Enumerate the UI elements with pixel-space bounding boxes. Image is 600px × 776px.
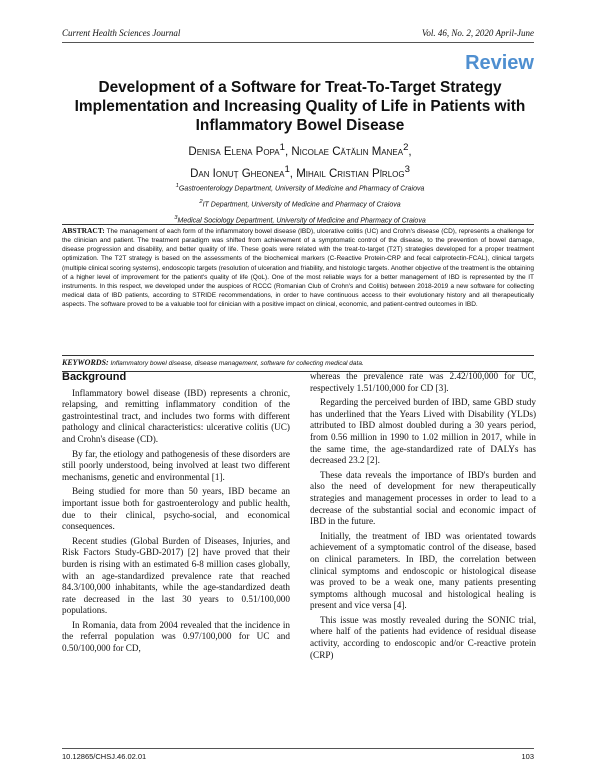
- article-title: Development of a Software for Treat-To-Target Strategy Implementation and Increasing Quality of Life in Patients with Inflammatory Bowel Disease: [74, 79, 526, 134]
- footer-divider: [62, 748, 534, 749]
- paragraph: whereas the prevalence rate was 2.42/100,000 for UC, respectively 1.51/100,000 for CD [3].: [310, 371, 536, 393]
- affiliations: [80, 180, 520, 227]
- paragraph: Recent studies (Global Burden of Diseases, Injuries, and Risk Factors Study-GBD-2017) [2] have proved that their burden is rising with an estimated 6-8 million cases globally, with an age-standardized prevalence rate that reached 84.3/100,000 inhabitants, while the age-standardized death rate decreased in the last 30 years to 0.51/100,000 populations.: [62, 535, 290, 616]
- doi: 10.12865/CHSJ.46.02.01: [62, 752, 147, 761]
- keywords: [62, 355, 534, 372]
- keywords-label: KEYWORDS:: [62, 358, 109, 367]
- author-name: Mihail Cristian Pîrlog: [296, 167, 405, 180]
- author-name: Dan Ionuț Gheonea: [190, 167, 285, 180]
- body-column-right: [310, 371, 536, 664]
- author-list: Denisa Elena Popa$^1$, Nicolae Cătălin Manea$^2$, Dan Ionuț Gheonea$^1$, Mihail Cristian Pîrlog$^3$: [188, 142, 412, 180]
- journal-name: Current Health Sciences Journal: [62, 28, 181, 38]
- affiliation: $^2$IT Department, University of Medicine and Pharmacy of Craiova: [199, 198, 401, 209]
- paragraph: Initially, the treatment of IBD was orientated towards achievement of a symptomatic control of the disease, based on clinical parameters. In IBD, the correlation between clinical symptoms and endoscopic or histological disease was proved to be a weak one, many patients presenting symptoms although mucosal and histological healing is present and vice versa [4].: [310, 530, 536, 611]
- abstract: [62, 224, 534, 309]
- abstract-text: The management of each form of the inflammatory bowel disease (IBD), ulcerative colitis (UC) and Crohn's disease (CD), represents a challenge for the clinician and patient. The treatment paradigm was shifted from achievement of a symptomatic control of the disease, to the prevention of bowel damage, disease progression and disability, and better quality of life. These goals were related with the treat-to-target (T2T) strategies developed for a proper treatment optimization. The T2T strategy is based on the assessments of the biochemical markers (C-Reactive Protein-CRP and fecal calprotectin-FCAL), clinical targets (multiple clinical scoring systems), endoscopic targets (resolution of ulceration and friability, and histologic targets. Another objective of the treatment is the obtaining of a higher level of improvement for the patient's quality of life (QoL). One of the most reliable ways for a better management of IBD is represented by the IT instruments. In this respect, we developed under the auspices of RCCC (Romanian Club of Crohn's and Colitis) between 2018-2019 a new software for collecting medical data of IBD patients, according to STRIDE recommendations, in order to have continuous access to their evolutionary history and all therapeutically aspects. The software proved to be a valuable tool for clinician with a positive impact on clinical, economic, and patient-centred outcomes in IBD.: [62, 228, 534, 309]
- page-number: 103: [521, 752, 534, 761]
- affiliation: $^3$Medical Sociology Department, University of Medicine and Pharmacy of Craiova: [174, 214, 426, 224]
- section-label: Review: [465, 52, 534, 74]
- keywords-text: Inflammatory bowel disease, disease management, software for collecting medical data.: [110, 360, 364, 367]
- author-name: Nicolae Cătălin Manea: [291, 145, 404, 158]
- affiliation: $^1$Gastroenterology Department, University of Medicine and Pharmacy of Craiova: [175, 183, 425, 193]
- section-heading: Background: [62, 371, 127, 383]
- author-affiliation-mark: 2: [403, 142, 409, 153]
- paragraph: Inflammatory bowel disease (IBD) represents a chronic, relapsing, and remitting inflammatory condition of the gastrointestinal tract, and includes two forms with different pathology and clinical characteristics: ulcerative colitis (UC) and Crohn's disease (CD).: [62, 387, 290, 444]
- paragraph: These data reveals the importance of IBD's burden and also the need of development for new therapeutically strategies and management processes in order to lead to a decrease of the substantial social and economic impact of IBD in the future.: [310, 469, 536, 527]
- abstract-label: ABSTRACT:: [62, 226, 105, 235]
- paragraph: This issue was mostly revealed during the SONIC trial, where half of the patients had evidence of residual disease activity, according to endoscopic and/or C-reactive protein (CRP): [310, 614, 536, 660]
- paragraph: Being studied for more than 50 years, IBD became an important issue both for gastroenterology and public health, due to their clinical, psycho-social, and economical consequences.: [62, 486, 290, 532]
- author-name: Denisa Elena Popa: [188, 145, 280, 158]
- author-affiliation-mark: 1: [284, 163, 290, 175]
- paragraph: By far, the etiology and pathogenesis of these disorders are still poorly understood, being involved at least two different mechanisms, genetic and environmental [1].: [62, 448, 290, 482]
- issue-info: Vol. 46, No. 2, 2020 April-June: [421, 28, 534, 38]
- author-affiliation-mark: 3: [404, 163, 410, 175]
- header-divider: [62, 42, 534, 43]
- paragraph: In Romania, data from 2004 revealed that the incidence in the referral population was 0.97/100,000 for UC and 0.50/100,000 for CD,: [62, 619, 290, 654]
- body-column-left: [62, 371, 290, 658]
- author-affiliation-mark: 1: [279, 142, 285, 153]
- paragraph: Regarding the perceived burden of IBD, same GBD study has underlined that the Years Lived with Disability (YLDs) attributed to IBD almost doubled during a 30 years period, from 0.56 million in 1990 to 1.02 million in 2017, while in the same time, the age-standardized rate of DALYs has decreased 23.2 [2].: [310, 397, 536, 466]
